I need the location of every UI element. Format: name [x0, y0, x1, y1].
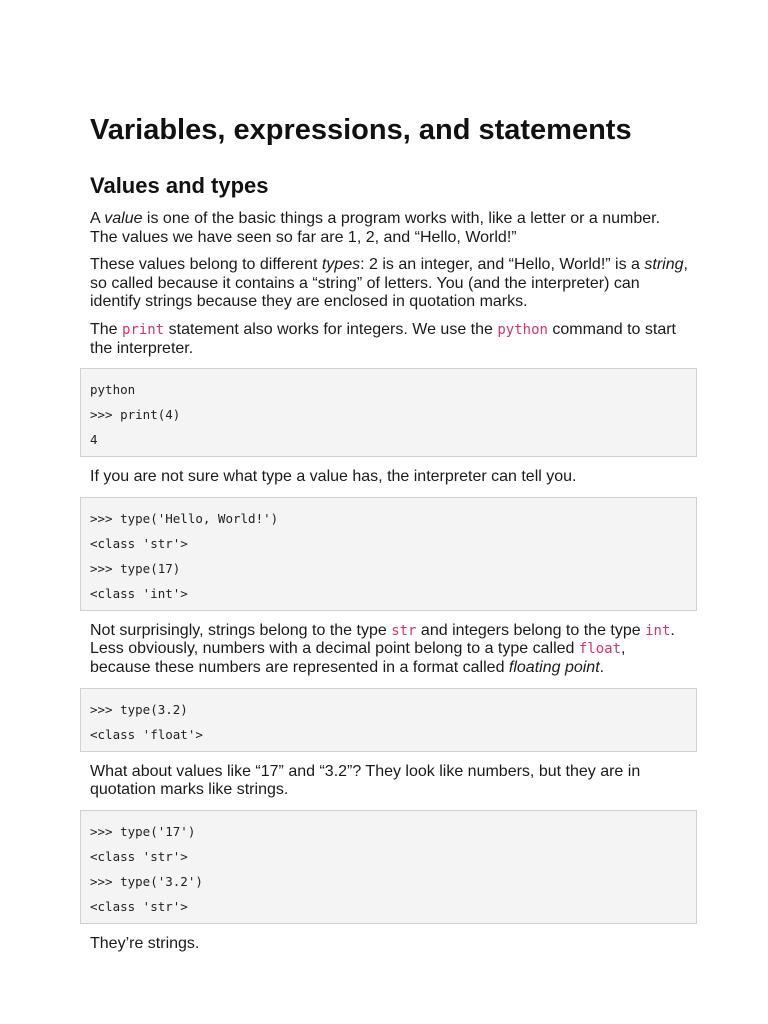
code-line: 4	[90, 432, 98, 448]
text-run: is one of the basic things a program works with, like a letter or a number. The values we have seen so far are 1, 2, and “Hello, World!”	[90, 210, 661, 246]
paragraph-type-question: If you are not sure what type a value has, the interpreter can tell you.	[90, 468, 577, 486]
code-line: <class 'str'>	[90, 535, 188, 551]
code-line: >>> type(3.2)	[90, 701, 188, 717]
text-run: The	[90, 320, 123, 338]
code-block-type-examples	[80, 497, 697, 611]
paragraph-quoted-numbers: What about values like “17” and “3.2”? They look like numbers, but they are in quotation marks like strings.	[90, 762, 641, 799]
inline-code-python: python	[497, 321, 548, 338]
code-line: <class 'str'>	[90, 848, 188, 864]
code-line: <class 'str'>	[90, 898, 188, 914]
text-run: : 2 is an integer, and “Hello, World!” is a	[360, 256, 645, 274]
text-run: , so called because it contains a “string” of letters. You (and the interpreter) can identify strings because they are enclosed in quotation marks.	[90, 256, 688, 311]
text-run: statement also works for integers. We use the	[164, 320, 498, 338]
paragraph-types	[90, 256, 688, 312]
inline-code-int: int	[645, 622, 671, 639]
inline-code-float: float	[578, 641, 622, 658]
code-line: python	[90, 382, 136, 398]
text-run: These values belong to different	[90, 256, 322, 274]
code-block-float	[80, 688, 697, 752]
section-heading: Values and types	[90, 173, 269, 198]
text-run: and integers belong to the type	[416, 621, 646, 639]
code-line: <class 'int'>	[90, 585, 188, 601]
paragraph-conclusion: They’re strings.	[90, 934, 200, 952]
code-line: >>> type('3.2')	[90, 873, 203, 889]
emphasis-value: value	[104, 210, 143, 227]
emphasis-string: string	[644, 256, 684, 274]
emphasis-floating-point: floating point	[508, 658, 600, 676]
code-block-print	[80, 368, 697, 457]
code-line: >>> print(4)	[90, 407, 181, 423]
code-line: >>> type('17')	[90, 823, 196, 839]
text-run: , because these numbers are represented in a format called	[90, 640, 626, 676]
page-title: Variables, expressions, and statements	[90, 114, 632, 146]
inline-code-str: str	[391, 622, 417, 639]
text-run: .	[599, 658, 605, 676]
inline-code-print: print	[122, 321, 165, 338]
text-run: . Less obviously, numbers with a decimal point belong to a type called	[90, 621, 675, 658]
text-run: A	[90, 210, 105, 227]
code-line: <class 'float'>	[90, 726, 203, 742]
paragraph-print	[90, 321, 688, 358]
code-line: >>> type(17)	[90, 560, 181, 576]
paragraph-str-int-float	[90, 622, 688, 678]
code-block-quoted-numbers	[80, 810, 697, 924]
text-run: Not surprisingly, strings belong to the type	[90, 621, 392, 639]
text-run: command to start the interpreter.	[90, 320, 676, 357]
paragraph-value-definition	[90, 210, 688, 247]
code-line: >>> type('Hello, World!')	[90, 510, 279, 526]
emphasis-types: types	[321, 256, 361, 274]
